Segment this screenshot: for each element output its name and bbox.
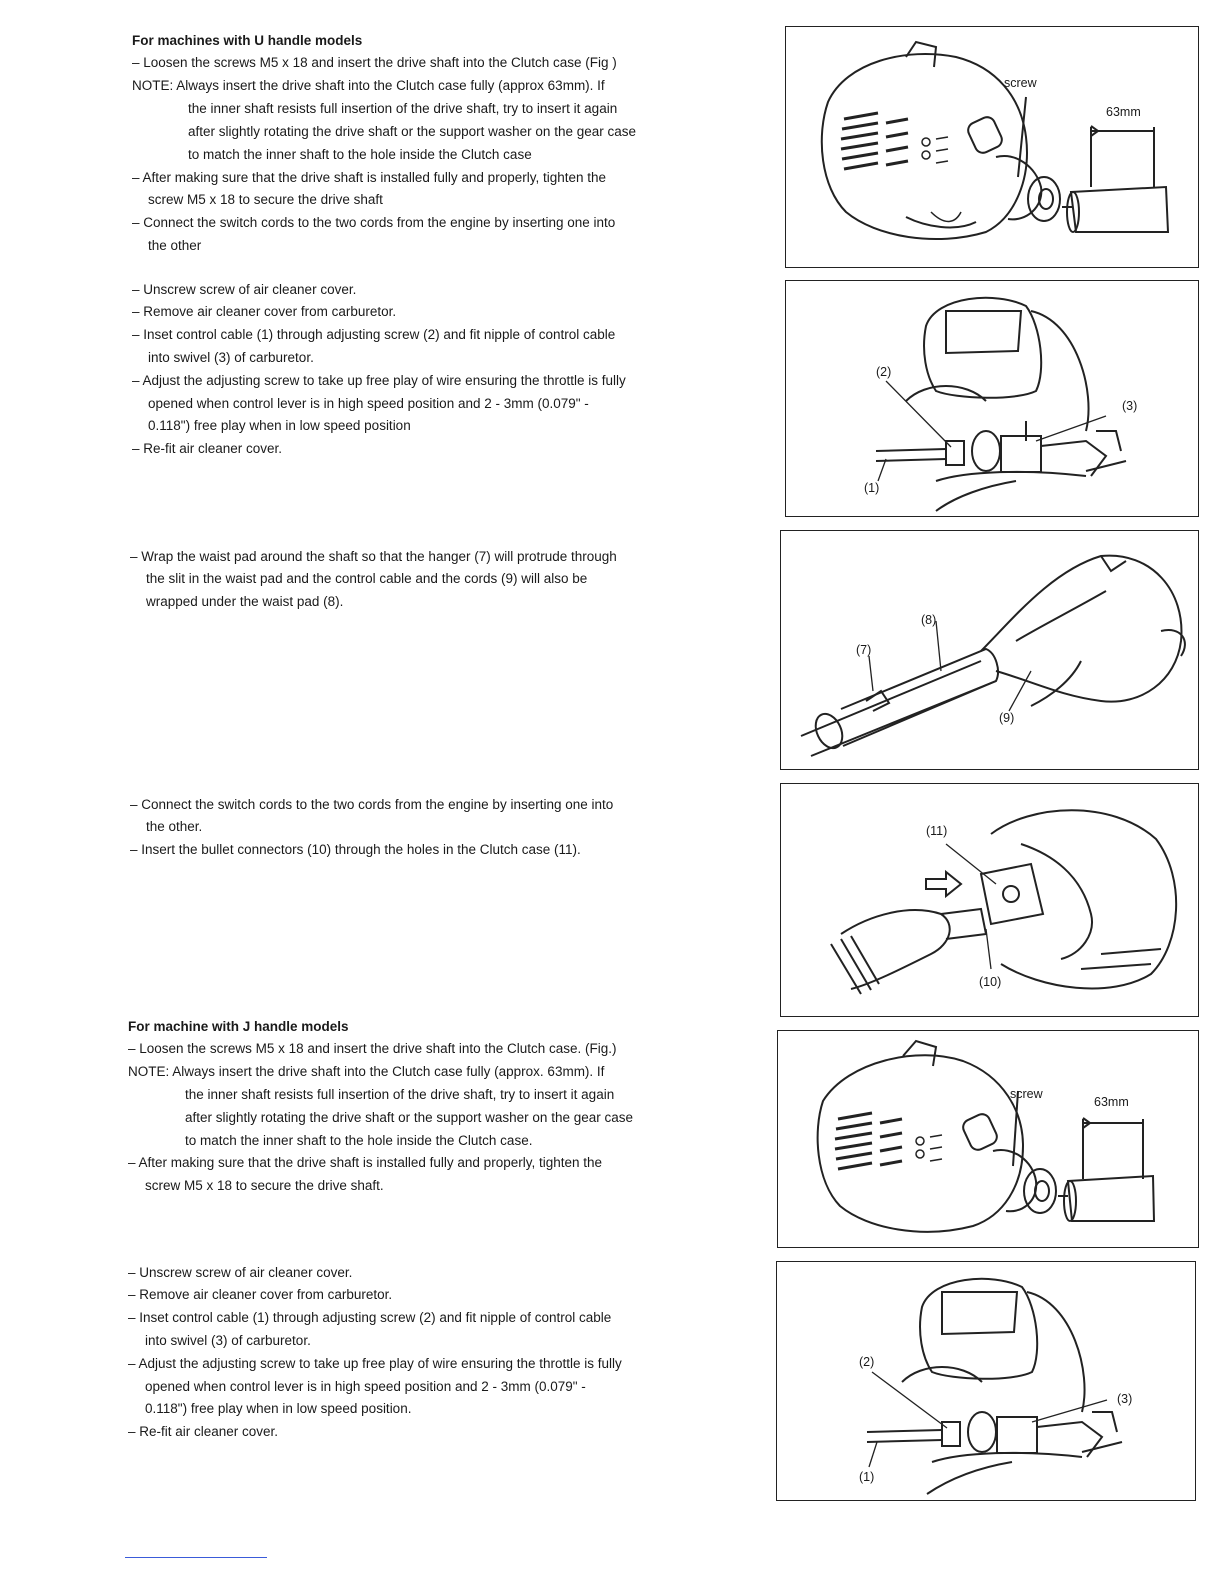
text-line: screw M5 x 18 to secure the drive shaft. bbox=[145, 1178, 384, 1193]
text-line: the inner shaft resists full insertion of the drive shaft, try to insert it again bbox=[188, 101, 618, 116]
text-line: opened when control lever is in high speed position and 2 - 3mm (0.079" - bbox=[145, 1379, 586, 1394]
text-line: – After making sure that the drive shaft is installed fully and properly, tighten the bbox=[132, 170, 607, 185]
figure-bullet-connectors bbox=[780, 783, 1199, 1017]
section-heading: For machines with U handle models bbox=[132, 33, 363, 48]
engine-shaft-illustration bbox=[778, 1031, 1198, 1247]
figure-carburetor-j bbox=[776, 1261, 1196, 1501]
text-line: to match the inner shaft to the hole inside the Clutch case bbox=[188, 147, 532, 162]
text-line: – Remove air cleaner cover from carburetor. bbox=[128, 1287, 393, 1302]
text-line: – Adjust the adjusting screw to take up free play of wire ensuring the throttle is fully bbox=[132, 373, 626, 388]
text-line: NOTE: Always insert the drive shaft into the Clutch case fully (approx 63mm). If bbox=[132, 78, 605, 93]
label-clutch-case: (11) bbox=[926, 824, 948, 838]
label-cords: (9) bbox=[999, 711, 1015, 725]
label-control-cable: (1) bbox=[859, 1470, 875, 1484]
text-line: – Unscrew screw of air cleaner cover. bbox=[128, 1265, 353, 1280]
text-line: – Re-fit air cleaner cover. bbox=[128, 1424, 279, 1439]
footer-rule bbox=[125, 1557, 267, 1558]
text-line: the slit in the waist pad and the control cable and the cords (9) will also be bbox=[146, 571, 588, 586]
text-line: after slightly rotating the drive shaft or the support washer on the gear case bbox=[188, 124, 636, 139]
text-line: wrapped under the waist pad (8). bbox=[146, 594, 344, 609]
engine-shaft-illustration bbox=[786, 27, 1198, 267]
text-line: NOTE: Always insert the drive shaft into the Clutch case fully (approx. 63mm). If bbox=[128, 1064, 605, 1079]
text-line: into swivel (3) of carburetor. bbox=[145, 1333, 311, 1348]
text-line: screw M5 x 18 to secure the drive shaft bbox=[148, 192, 383, 207]
text-line: – Inset control cable (1) through adjusting screw (2) and fit nipple of control cable bbox=[132, 327, 616, 342]
label-adjusting-screw: (2) bbox=[876, 365, 892, 379]
label-waist-pad: (8) bbox=[921, 613, 937, 627]
text-line: – Adjust the adjusting screw to take up free play of wire ensuring the throttle is fully bbox=[128, 1356, 622, 1371]
text-line: to match the inner shaft to the hole inside the Clutch case. bbox=[185, 1133, 533, 1148]
text-line: 0.118") free play when in low speed position. bbox=[145, 1401, 412, 1416]
text-line: the other. bbox=[146, 819, 203, 834]
waist-pad-illustration bbox=[781, 531, 1198, 769]
text-line: the inner shaft resists full insertion of the drive shaft, try to insert it again bbox=[185, 1087, 615, 1102]
label-63mm: 63mm bbox=[1106, 105, 1141, 119]
label-swivel: (3) bbox=[1122, 399, 1138, 413]
label-bullet-connectors: (10) bbox=[979, 975, 1002, 989]
text-line: – Re-fit air cleaner cover. bbox=[132, 441, 283, 456]
text-line: – Wrap the waist pad around the shaft so that the hanger (7) will protrude through bbox=[130, 549, 617, 564]
text-line: after slightly rotating the drive shaft or the support washer on the gear case bbox=[185, 1110, 633, 1125]
label-screw: screw bbox=[1004, 76, 1037, 90]
label-swivel: (3) bbox=[1117, 1392, 1133, 1406]
text-line: the other bbox=[148, 238, 202, 253]
text-line: 0.118") free play when in low speed position bbox=[148, 418, 411, 433]
label-screw: screw bbox=[1010, 1087, 1043, 1101]
label-adjusting-screw: (2) bbox=[859, 1355, 875, 1369]
label-control-cable: (1) bbox=[864, 481, 880, 495]
figure-carburetor-u bbox=[785, 280, 1199, 517]
text-line: – Remove air cleaner cover from carburetor. bbox=[132, 304, 397, 319]
text-line: – Inset control cable (1) through adjusting screw (2) and fit nipple of control cable bbox=[128, 1310, 612, 1325]
figure-waist-pad bbox=[780, 530, 1199, 770]
text-line: opened when control lever is in high speed position and 2 - 3mm (0.079" - bbox=[148, 396, 589, 411]
text-line: – Loosen the screws M5 x 18 and insert the drive shaft into the Clutch case. (Fig.) bbox=[128, 1041, 617, 1056]
text-line: – After making sure that the drive shaft is installed fully and properly, tighten the bbox=[128, 1155, 603, 1170]
text-line: into swivel (3) of carburetor. bbox=[148, 350, 314, 365]
figure-drive-shaft-j bbox=[777, 1030, 1199, 1248]
carburetor-illustration bbox=[777, 1262, 1195, 1500]
section-heading: For machine with J handle models bbox=[128, 1019, 349, 1034]
text-line: – Unscrew screw of air cleaner cover. bbox=[132, 282, 357, 297]
text-line: – Connect the switch cords to the two cords from the engine by inserting one into bbox=[132, 215, 616, 230]
figure-drive-shaft-u bbox=[785, 26, 1199, 268]
text-line: – Insert the bullet connectors (10) through the holes in the Clutch case (11). bbox=[130, 842, 581, 857]
text-line: – Loosen the screws M5 x 18 and insert the drive shaft into the Clutch case (Fig ) bbox=[132, 55, 617, 70]
label-hanger: (7) bbox=[856, 643, 872, 657]
text-line: – Connect the switch cords to the two cords from the engine by inserting one into bbox=[130, 797, 614, 812]
label-63mm: 63mm bbox=[1094, 1095, 1129, 1109]
